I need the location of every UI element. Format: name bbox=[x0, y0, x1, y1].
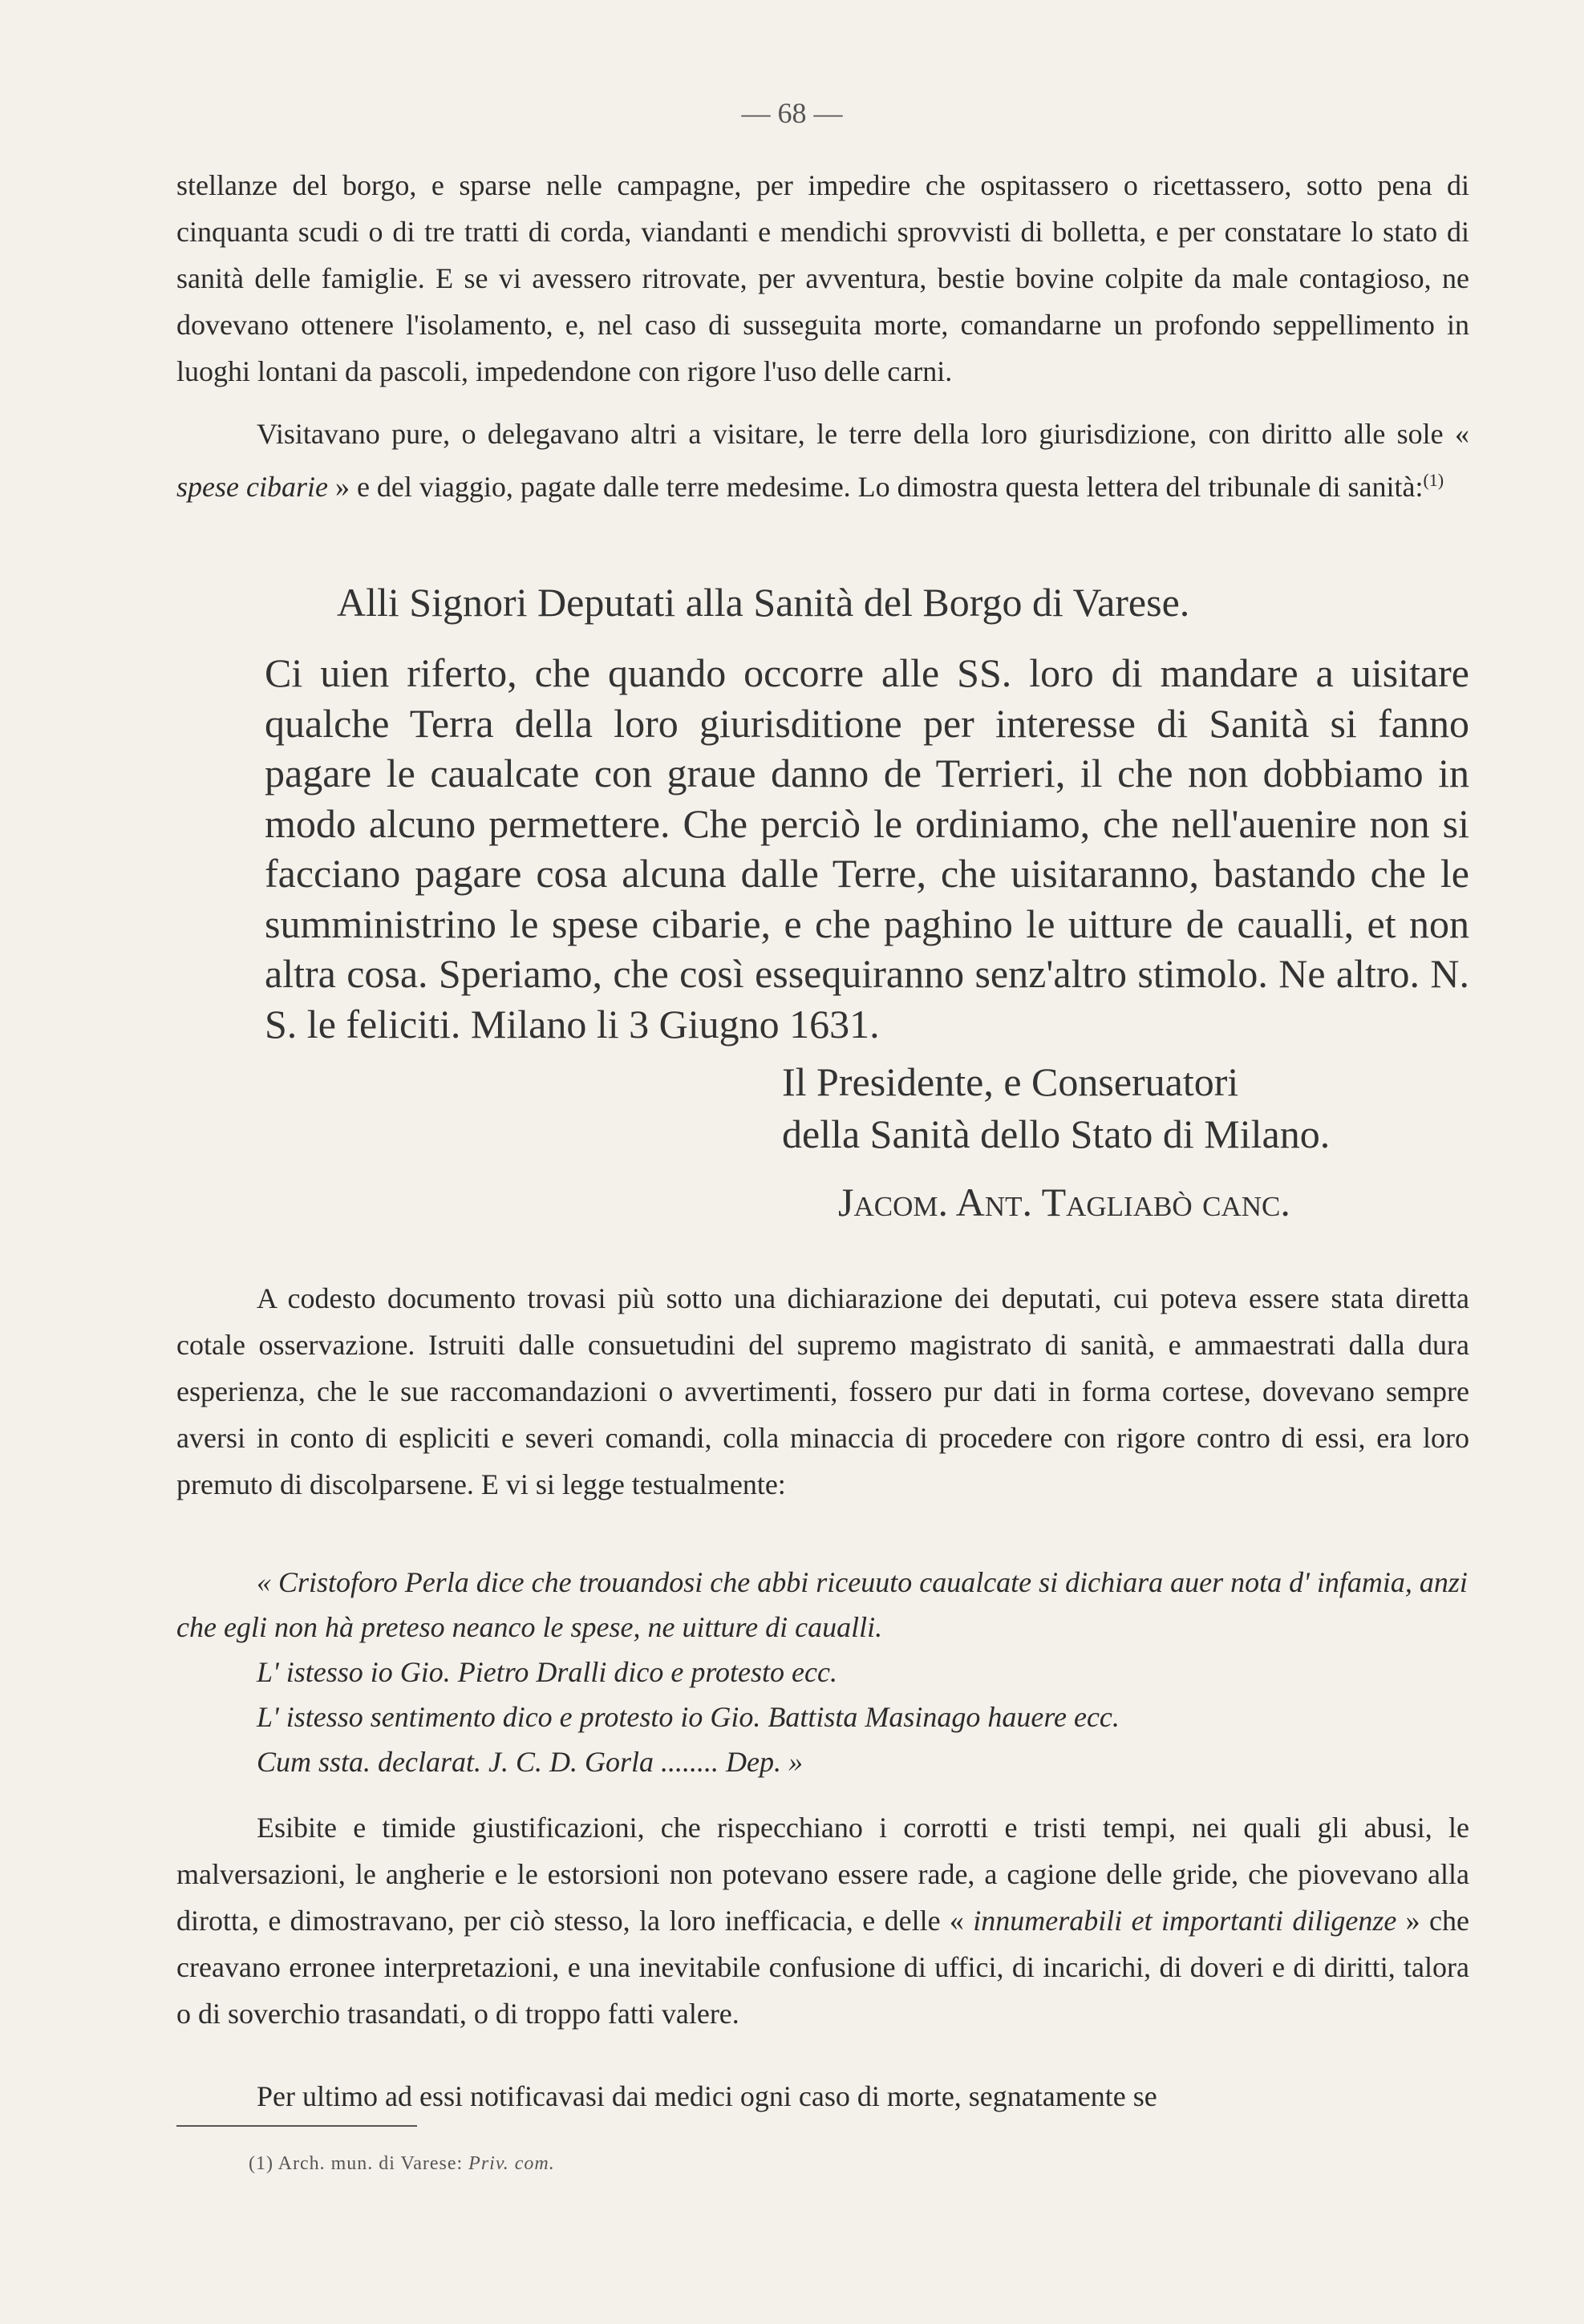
paragraph-2 bbox=[176, 411, 1469, 510]
quote-line-3: L' istesso sentimento dico e protesto io Gio. Battista Masinago hauere ecc. bbox=[257, 1701, 1120, 1733]
letter-signature-chancellor: Jacom. Ant. Tagliabò canc. bbox=[838, 1180, 1290, 1225]
paragraph-4 bbox=[176, 1804, 1469, 2037]
letter-heading: Alli Signori Deputati alla Sanità del Borgo di Varese. bbox=[337, 580, 1190, 625]
letter-body bbox=[265, 648, 1469, 1049]
paragraph-3-text: A codesto documento trovasi più sotto una dichiarazione dei deputati, cui poteva essere stata diretta cotale osservazione. Istruiti dalle consuetudini del supremo magistrato di sanità, e ammaestrati dalla dura esperienza, che le sue raccomandazioni o avvertimenti, fossero pur dati in forma cortese, dovevano sempre aversi in conto di espliciti e severi comandi, colla minaccia di procedere con rigore contro di essi, era loro premuto di discolparsene. E vi si legge testualmente: bbox=[176, 1282, 1469, 1500]
footnote: (1) Arch. mun. di Varese: Priv. com. bbox=[249, 2153, 555, 2174]
quote-line-2: L' istesso io Gio. Pietro Dralli dico e protesto ecc. bbox=[257, 1656, 837, 1688]
footnote-divider bbox=[176, 2125, 417, 2127]
letter-text: Ci uien riferto, che quando occorre alle SS. loro di mandare a uisitare qualche Terra della loro giurisditione per interesse di Sanità si fanno pagare le caualcate con graue danno de Terrieri, il che non dobbiamo in modo alcuno permettere. Che perciò le ordiniamo, che nell'auenire non si facciano pagare cosa alcuna dalle Terre, che uisitaranno, bastando che le sumministrino le spese cibarie, e che paghino le uitture de caualli, et non altra cosa. Speriamo, che così essequiranno senz'altro stimolo. Ne altro. N. S. le feliciti. Milano li 3 Giugno 1631. bbox=[265, 650, 1469, 1047]
paragraph-1 bbox=[176, 162, 1469, 395]
declaration-quote bbox=[176, 1560, 1469, 1784]
paragraph-3 bbox=[176, 1275, 1469, 1508]
quote-line-1: « Cristoforo Perla dice che trouandosi che abbi riceuuto caualcate si dichiara auer nota d' infamia, anzi che egli non hà preteso neanco le spese, ne uitture di caualli. bbox=[176, 1566, 1468, 1643]
letter-signature-line-2: della Sanità dello Stato di Milano. bbox=[782, 1111, 1331, 1156]
paragraph-5 bbox=[176, 2073, 1469, 2120]
paragraph-1-text: stellanze del borgo, e sparse nelle campagne, per impedire che ospitassero o ricettassero, sotto pena di cinquanta scudi o di tre tratti di corda, viandanti e mendichi sprovvisti di bolletta, e per constatare lo stato di sanità delle famiglie. E se vi avessero ritrovate, per avventura, bestie bovine colpite da male contagioso, ne dovevano ottenere l'isolamento, e, nel caso di susseguita morte, comandarne un profondo seppellimento in luoghi lontani da pascoli, impedendone con rigore l'uso delle carni. bbox=[176, 169, 1469, 387]
quote-line-4: Cum ssta. declarat. J. C. D. Gorla ........ Dep. » bbox=[257, 1746, 803, 1778]
letter-signature-line-1: Il Presidente, e Conseruatori bbox=[782, 1059, 1239, 1104]
paragraph-2-text: Visitavano pure, o delegavano altri a visitare, le terre della loro giurisdizione, con diritto alle sole « spese cibarie » e del viaggio, pagate dalle terre medesime. Lo dimostra questa lettera del tribunale di sanità:$^{(1)}$ bbox=[176, 418, 1469, 503]
paragraph-4-text: Esibite e timide giustificazioni, che rispecchiano i corrotti e tristi tempi, nei quali gli abusi, le malversazioni, le angherie e le estorsioni non potevano essere rade, a cagione delle gride, che piovevano alla dirotta, e dimostravano, per ciò stesso, la loro inefficacia, e delle « innumerabili et importanti diligenze » che creavano erronee interpretazioni, e una inevitabile confusione di uffici, di incarichi, di doveri e di diritti, talora o di soverchio trasandati, o di troppo fatti valere. bbox=[176, 1812, 1469, 2030]
footnote-ref: (1) bbox=[1423, 470, 1444, 490]
paragraph-5-text: Per ultimo ad essi notificavasi dai medici ogni caso di morte, segnatamente se bbox=[257, 2080, 1157, 2112]
page-number: — 68 — bbox=[741, 97, 843, 129]
